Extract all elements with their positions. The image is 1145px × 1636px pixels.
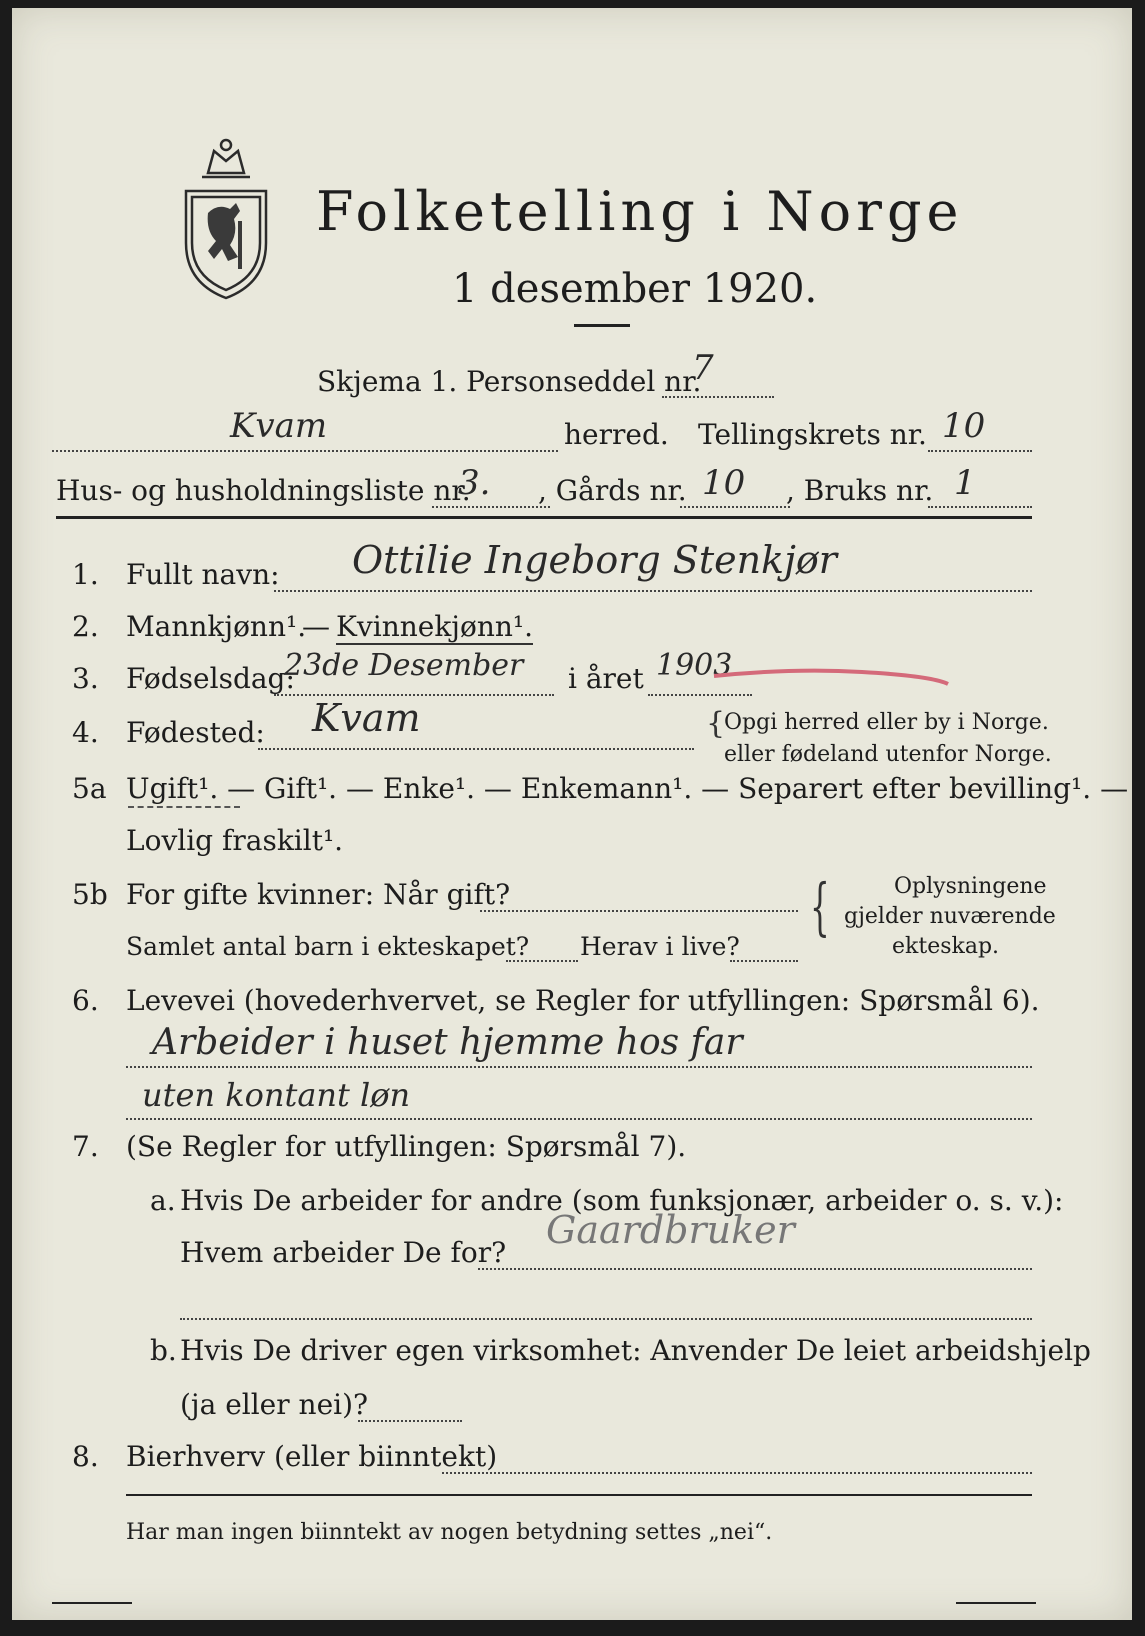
q2-number: 2.	[72, 610, 99, 643]
male-option[interactable]: Mannkjønn¹.	[126, 610, 307, 643]
female-option[interactable]: Kvinnekjønn¹.	[336, 610, 534, 643]
q7b-letter: b.	[150, 1334, 177, 1367]
tellingskrets-dotline	[928, 450, 1032, 452]
coat-of-arms-emblem	[178, 133, 274, 303]
form-number-value[interactable]: 7	[692, 348, 714, 388]
full-name-value[interactable]: Ottilie Ingeborg Stenkjør	[352, 538, 837, 582]
marriage-note-1: Oplysningene	[894, 874, 1047, 899]
tellingskrets-label: Tellingskrets nr.	[698, 418, 927, 451]
tellingskrets-value[interactable]: 10	[942, 406, 986, 446]
children-total-label: Samlet antal barn i ekteskapet?	[126, 932, 530, 961]
title-divider	[574, 324, 630, 327]
hus-value[interactable]: 3.	[458, 463, 491, 503]
q5a-number: 5a	[72, 772, 107, 805]
bottom-right-rule	[956, 1602, 1036, 1604]
marital-status-options[interactable]: Ugift¹. — Gift¹. — Enke¹. — Enkemann¹. — Separert efter bevilling¹. —	[126, 772, 1129, 805]
married-when-dotline	[480, 910, 798, 912]
married-when-label: For gifte kvinner: Når gift?	[126, 878, 511, 911]
birthplace-label: Fødested:	[126, 716, 265, 749]
birthday-label: Fødselsdag:	[126, 662, 295, 695]
hired-help-dotline	[358, 1420, 462, 1422]
marital-status-options-2[interactable]: Lovlig fraskilt¹.	[126, 824, 344, 857]
hus-label: Hus- og husholdningsliste nr.	[56, 474, 471, 507]
census-form	[12, 8, 1132, 1620]
q7b-text: Hvis De driver egen virksomhet: Anvender De leiet arbeidshjelp	[180, 1334, 1091, 1367]
q7a-text: Hvis De arbeider for andre (som funksjonær, arbeider o. s. v.):	[180, 1184, 1064, 1217]
q7a-letter: a.	[150, 1184, 176, 1217]
q4-number: 4.	[72, 716, 99, 749]
children-alive-dotline	[730, 960, 798, 962]
q7-number: 7.	[72, 1130, 99, 1163]
occupation-label: Levevei (hovederhvervet, se Regler for utfyllingen: Spørsmål 6).	[126, 984, 1040, 1017]
census-date: 1 desember 1920.	[452, 266, 818, 312]
q1-number: 1.	[72, 558, 99, 591]
red-pencil-mark	[712, 662, 952, 692]
bruks-label: , Bruks nr.	[786, 474, 934, 507]
birthplace-value[interactable]: Kvam	[312, 696, 421, 740]
hired-help-label: (ja eller nei)?	[180, 1388, 369, 1421]
gards-value[interactable]: 10	[702, 463, 746, 503]
children-total-dotline	[506, 960, 578, 962]
birthplace-note-2: eller fødeland utenfor Norge.	[724, 742, 1052, 767]
unmarried-mark	[128, 806, 240, 808]
hus-dotline	[432, 506, 550, 508]
q7-label: (Se Regler for utfyllingen: Spørsmål 7).	[126, 1130, 687, 1163]
birthplace-dotline	[258, 748, 694, 750]
birthplace-note-bracket: {	[706, 706, 726, 741]
q6-number: 6.	[72, 984, 99, 1017]
employer-dotline	[478, 1268, 1032, 1270]
marriage-note-3: ekteskap.	[892, 934, 1000, 959]
form-title: Folketelling i Norge	[316, 180, 964, 243]
marriage-note-2: gjelder nuværende	[844, 904, 1056, 929]
birth-year-label: i året	[568, 662, 644, 695]
full-name-dotline	[274, 590, 1032, 592]
q5b-number: 5b	[72, 878, 108, 911]
birthplace-note-1: Opgi herred eller by i Norge.	[724, 710, 1049, 735]
footer-note: Har man ingen biinntekt av nogen betydning settes „nei“.	[126, 1520, 773, 1545]
form-number-dotline	[662, 396, 774, 398]
footer-separator	[126, 1494, 1032, 1496]
herred-value[interactable]: Kvam	[230, 406, 328, 446]
bottom-left-rule	[52, 1602, 132, 1604]
side-income-label: Bierhverv (eller biinntekt)	[126, 1440, 498, 1473]
occupation-dotline-1	[126, 1066, 1032, 1068]
children-alive-label: Herav i live?	[580, 932, 740, 961]
q8-number: 8.	[72, 1440, 99, 1473]
birthday-value[interactable]: 23de Desember	[284, 648, 524, 683]
employer-label: Hvem arbeider De for?	[180, 1236, 507, 1269]
employer-extra-dotline	[180, 1318, 1032, 1320]
herred-label: herred.	[564, 418, 669, 451]
birth-year-dotline	[648, 694, 752, 696]
full-name-label: Fullt navn:	[126, 558, 280, 591]
birth-year-value[interactable]: 1903	[656, 648, 733, 683]
gards-dotline	[680, 506, 790, 508]
occupation-value-2[interactable]: uten kontant løn	[142, 1076, 411, 1114]
occupation-value-1[interactable]: Arbeider i huset hjemme hos far	[152, 1022, 743, 1063]
bruks-value[interactable]: 1	[954, 463, 976, 503]
herred-dotline	[52, 450, 558, 452]
occupation-dotline-2	[126, 1118, 1032, 1120]
sex-separator: —	[302, 610, 330, 643]
bruks-dotline	[928, 506, 1032, 508]
gards-label: , Gårds nr.	[538, 474, 687, 507]
employer-value[interactable]: Gaardbruker	[546, 1208, 795, 1252]
side-income-dotline	[442, 1472, 1032, 1474]
form-number-label: Skjema 1. Personseddel nr.	[317, 365, 702, 398]
header-separator	[56, 516, 1032, 519]
q3-number: 3.	[72, 662, 99, 695]
marriage-note-brace: {	[810, 870, 830, 943]
